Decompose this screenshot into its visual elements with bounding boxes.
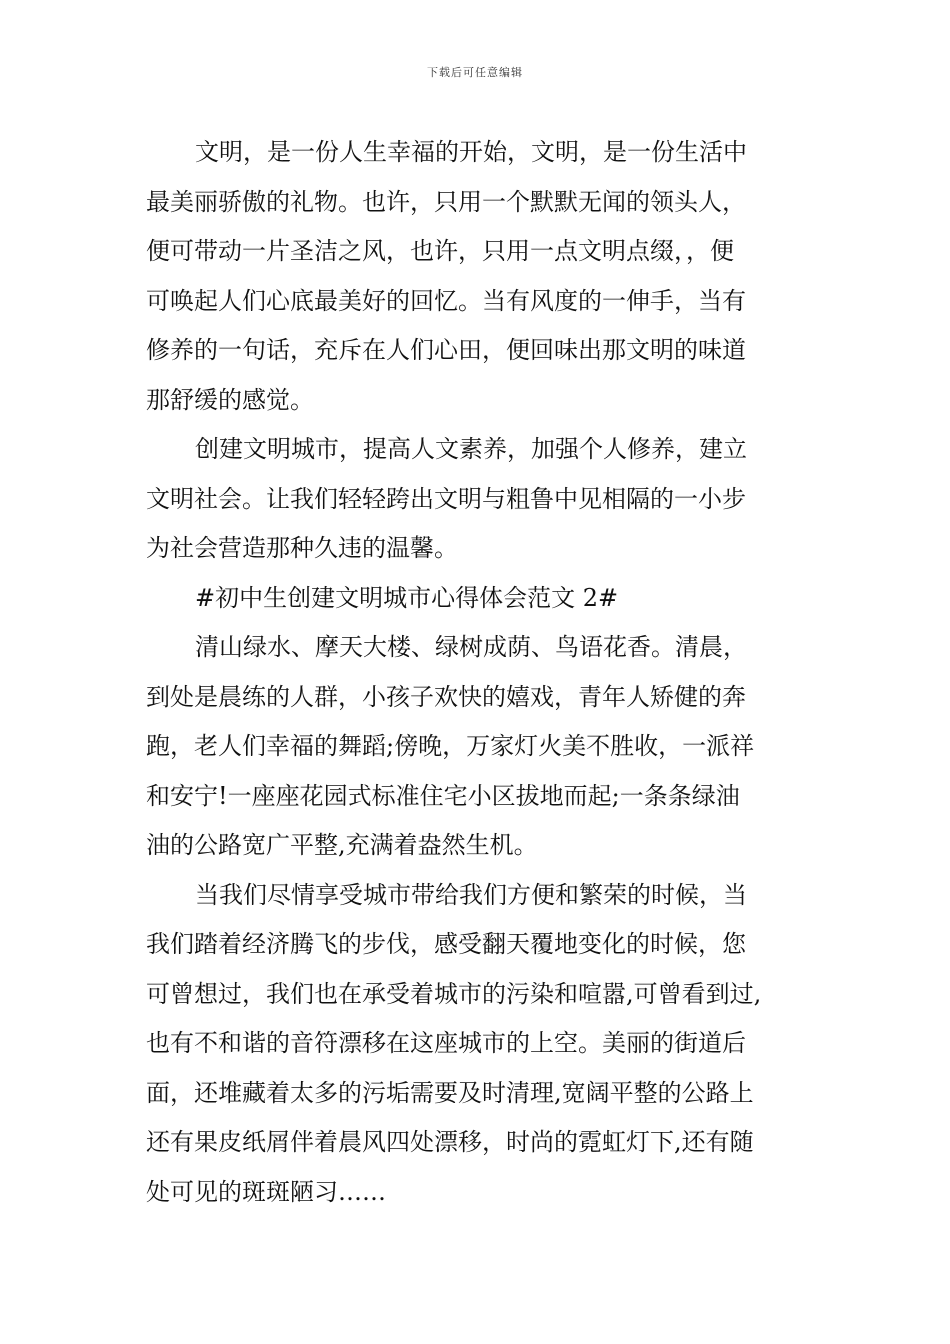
document-body [146,128,811,1217]
text-line: 文明，是一份人生幸福的开始，文明，是一份生活中 [195,138,747,166]
text-line: 处可见的斑斑陋习…… [146,1177,386,1206]
text-line: 为社会营造那种久违的温馨。 [146,534,458,562]
text-line: 最美丽骄傲的礼物。也许，只用一个默默无闻的领头人， [146,187,746,216]
text-line: 我们踏着经济腾飞的步伐，感受翻天覆地变化的时候，您 [146,930,746,958]
text-line: 清山绿水、摩天大楼、绿树成荫、鸟语花香。清晨， [195,633,747,661]
text-line: 和安宁!一座座花园式标准住宅小区拔地而起;一条条绿油 [146,781,740,810]
text-line: 文明社会。让我们轻轻跨出文明与粗鲁中见相隔的一小步 [146,484,746,513]
text-line: 修养的一句话，充斥在人们心田，便回味出那文明的味道 [146,336,746,364]
text-line: 油的公路宽广平整,充满着盎然生机。 [146,831,538,859]
text-line: 可曾想过，我们也在承受着城市的污染和喧嚣,可曾看到过, [146,979,762,1008]
text-line: 创建文明城市，提高人文素养，加强个人修养，建立 [195,435,747,463]
text-line: 还有果皮纸屑伴着晨风四处漂移，时尚的霓虹灯下,还有随 [146,1128,754,1156]
text-line: 也有不和谐的音符漂移在这座城市的上空。美丽的街道后 [146,1029,746,1057]
text-line: 那舒缓的感觉。 [146,385,314,414]
text-line: 到处是晨练的人群，小孩子欢快的嬉戏，青年人矫健的奔 [146,682,746,711]
header-note: 下载后可任意编辑 [427,66,523,79]
text-line: 便可带动一片圣洁之风，也许，只用一点文明点缀，，便 [146,237,734,265]
text-line: 当我们尽情享受城市带给我们方便和繁荣的时候，当 [195,880,747,909]
text-line: 可唤起人们心底最美好的回忆。当有风度的一伸手，当有 [146,286,746,315]
text-line: 面，还堆藏着太多的污垢需要及时清理,宽阔平整的公路上 [146,1078,754,1107]
text-line: 跑，老人们幸福的舞蹈;傍晚，万家灯火美不胜收，一派祥 [146,732,755,760]
section-heading: #初中生创建文明城市心得体会范文 2# [195,583,619,612]
